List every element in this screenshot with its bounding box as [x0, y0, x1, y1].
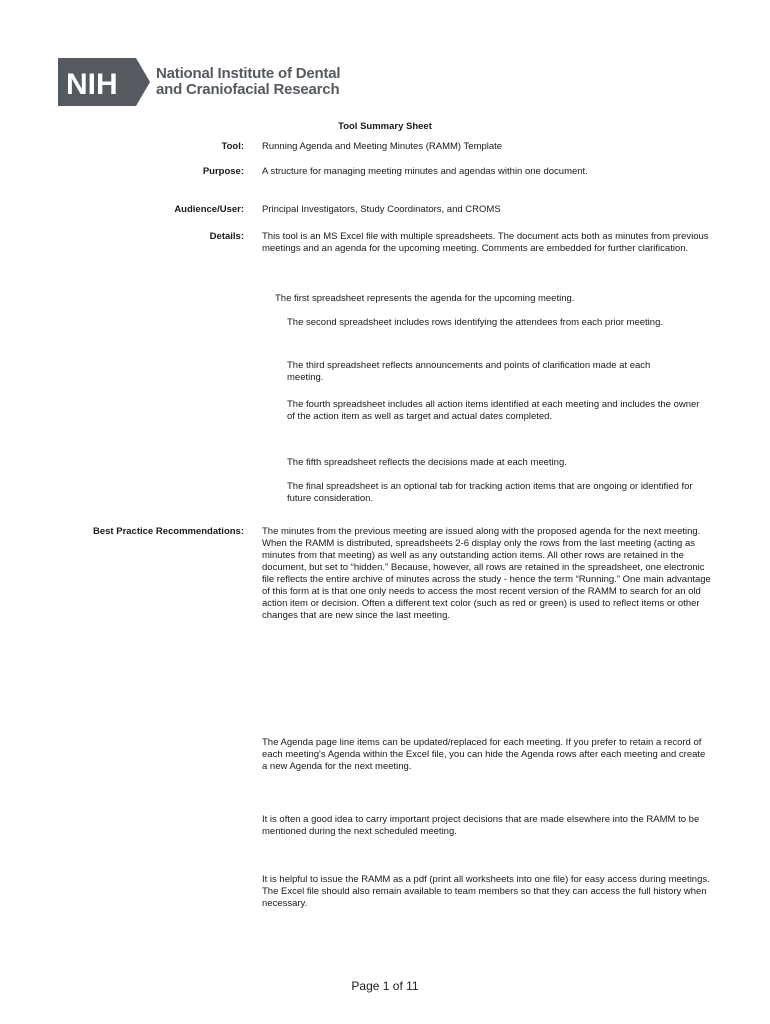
page-number: Page 1 of 11	[351, 979, 419, 993]
purpose-label: Purpose:	[202, 166, 244, 177]
tool-label: Tool:	[221, 141, 244, 152]
third-spreadsheet-text: The third spreadsheet reflects announcements and points of clarification made at each meeting.	[287, 360, 651, 383]
best-practice-paragraph-2: The Agenda page line items can be updated/replaced for each meeting. If you prefer to retain a record of each meeting's Agenda within the Excel file, you can hide the Agenda rows after each meeting and create a new Agenda for the next meeting.	[262, 737, 706, 772]
audience-label: Audience/User:	[174, 204, 244, 215]
first-spreadsheet-text: The first spreadsheet represents the agenda for the upcoming meeting.	[275, 293, 575, 304]
second-spreadsheet-text: The second spreadsheet includes rows identifying the attendees from each prior meeting.	[287, 317, 663, 328]
fifth-spreadsheet-text: The fifth spreadsheet reflects the decisions made at each meeting.	[287, 457, 567, 468]
final-spreadsheet-text: The final spreadsheet is an optional tab for tracking action items that are ongoing or identified for future consideration.	[287, 481, 693, 504]
institute-name-line1: National Institute of Dental	[156, 65, 341, 82]
nih-logo-mark-text: NIH	[66, 68, 118, 101]
details-value: This tool is an MS Excel file with multiple spreadsheets. The document acts both as minutes from previous meetings and an agenda for the upcoming meeting. Comments are embedded for further clarification.	[262, 231, 709, 254]
fourth-spreadsheet-text: The fourth spreadsheet includes all action items identified at each meeting and includes the owner of the action item as well as target and actual dates completed.	[287, 399, 700, 422]
institute-name-line2: and Craniofacial Research	[156, 81, 340, 98]
audience-value: Principal Investigators, Study Coordinators, and CROMS	[262, 204, 501, 215]
nih-logo-mark	[58, 58, 150, 106]
details-label: Details:	[209, 231, 244, 242]
tool-value: Running Agenda and Meeting Minutes (RAMM) Template	[262, 141, 503, 152]
institute-name	[156, 66, 340, 98]
best-practice-label: Best Practice Recommendations:	[93, 526, 244, 537]
nih-logo	[58, 58, 340, 106]
purpose-value: A structure for managing meeting minutes and agendas within one document.	[262, 166, 588, 177]
page-title: Tool Summary Sheet	[338, 121, 432, 132]
best-practice-paragraph-1: The minutes from the previous meeting are issued along with the proposed agenda for the next meeting. When the RAMM is distributed, spreadsheets 2-6 display only the rows from the last meeting (acting as minutes from that meeting) as well as any outstanding action items. All other rows are retained in the document, but set to “hidden.” Because, however, all rows are retained in the spreadsheet, one electronic file reflects the entire archive of minutes across the study - hence the term “Running.” One main advantage of this form at is that one only needs to access the most recent version of the RAMM to search for an old action item or decision. Often a different text color (such as red or green) is used to reflect items or other changes that are new since the last meeting.	[262, 526, 711, 621]
best-practice-paragraph-3: It is often a good idea to carry important project decisions that are made elsewhere into the RAMM to be mentioned during the next scheduled meeting.	[262, 814, 700, 837]
best-practice-paragraph-4: It is helpful to issue the RAMM as a pdf (print all worksheets into one file) for easy access during meetings. The Excel file should also remain available to team members so that they can access the full history when necessary.	[262, 874, 710, 909]
